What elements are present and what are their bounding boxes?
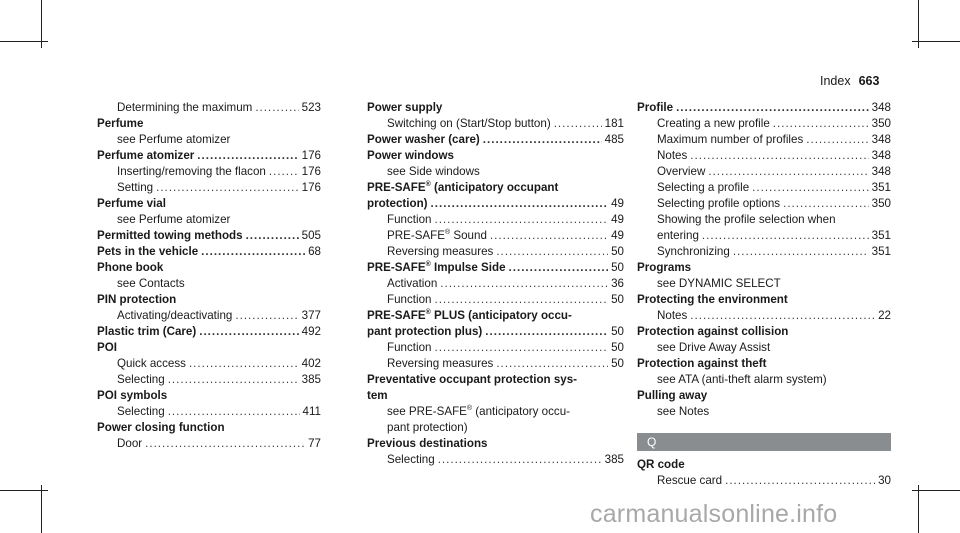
index-entry — [97, 340, 321, 356]
entry-page-number: 176 — [301, 165, 321, 178]
index-subentry — [97, 436, 321, 452]
dot-leader — [255, 100, 298, 116]
index-subentry — [637, 148, 891, 164]
entry-page-number: 77 — [308, 437, 321, 450]
entry-text: Profile — [637, 101, 674, 114]
index-entry — [97, 420, 321, 436]
dot-leader — [725, 473, 875, 489]
index-subentry — [637, 244, 891, 260]
dot-leader — [434, 292, 608, 308]
entry-text: see Perfume atomizer — [117, 133, 231, 146]
dot-leader — [554, 116, 602, 132]
entry-page-number: 485 — [604, 133, 624, 146]
entry-text: Permitted towing methods — [97, 229, 243, 242]
entry-page-number: 350 — [871, 197, 891, 210]
entry-page-number: 49 — [611, 197, 624, 210]
entry-page-number: 385 — [301, 373, 321, 386]
dot-leader — [269, 164, 299, 180]
index-column-1 — [97, 100, 321, 452]
entry-page-number: 348 — [871, 133, 891, 146]
index-entry — [97, 324, 321, 340]
index-entry — [367, 148, 624, 164]
crop-mark — [912, 41, 960, 42]
dot-leader — [156, 180, 299, 196]
entry-page-number: 348 — [871, 165, 891, 178]
index-subentry — [367, 420, 624, 436]
index-entry — [97, 148, 321, 164]
entry-text: Notes — [657, 309, 688, 322]
section-title: Index — [820, 74, 851, 88]
entry-text: Power washer (care) — [367, 133, 480, 146]
dot-leader — [189, 356, 299, 372]
index-column-3 — [637, 100, 891, 489]
entry-text: QR code — [637, 458, 685, 471]
entry-page-number: 176 — [301, 149, 321, 162]
index-entry — [97, 116, 321, 132]
entry-text: Pets in the vehicle — [97, 245, 199, 258]
index-entry — [97, 388, 321, 404]
index-subentry — [637, 308, 891, 324]
entry-text: see Side windows — [387, 165, 480, 178]
entry-page-number: 492 — [301, 325, 321, 338]
entry-text: Perfume — [97, 117, 144, 130]
entry-text: Setting — [117, 181, 154, 194]
dot-leader — [490, 228, 608, 244]
entry-page-number: 411 — [302, 405, 321, 418]
entry-text: Power supply — [367, 101, 443, 114]
index-subentry — [97, 276, 321, 292]
entry-page-number: 350 — [871, 117, 891, 130]
entry-text: PRE-SAFE® Impulse Side — [367, 261, 506, 274]
dot-leader — [483, 132, 602, 148]
dot-leader — [509, 260, 609, 276]
index-entry — [367, 180, 624, 196]
index-entry — [637, 457, 891, 473]
entry-text: Switching on (Start/Stop button) — [387, 117, 551, 130]
entry-page-number: 523 — [301, 101, 321, 114]
index-subentry — [97, 132, 321, 148]
index-entry — [637, 356, 891, 372]
dot-leader — [752, 180, 868, 196]
index-entry — [637, 260, 891, 276]
dot-leader — [168, 404, 300, 420]
entry-text: tem — [367, 389, 388, 402]
index-subentry — [637, 372, 891, 388]
index-entry — [637, 100, 891, 116]
entry-page-number: 176 — [301, 181, 321, 194]
index-subentry — [97, 372, 321, 388]
index-subentry — [367, 452, 624, 468]
index-subentry — [367, 164, 624, 180]
entry-text: PRE-SAFE® PLUS (anticipatory occu- — [367, 309, 572, 322]
entry-text: Phone book — [97, 261, 164, 274]
entry-text: pant protection plus) — [367, 325, 483, 338]
index-subentry — [367, 244, 624, 260]
index-subentry — [637, 340, 891, 356]
crop-mark — [918, 485, 919, 533]
index-entry — [637, 292, 891, 308]
index-subentry — [367, 276, 624, 292]
entry-text: see Perfume atomizer — [117, 213, 231, 226]
dot-leader — [806, 132, 868, 148]
entry-text: Activation — [387, 277, 438, 290]
watermark: carmanualsonline.info — [590, 500, 838, 528]
index-column-2 — [367, 100, 624, 468]
entry-text: Selecting — [117, 373, 165, 386]
entry-text: Protecting the environment — [637, 293, 788, 306]
index-subentry — [637, 132, 891, 148]
index-entry — [97, 228, 321, 244]
entry-text: Power closing function — [97, 421, 225, 434]
entry-page-number: 30 — [878, 474, 891, 487]
index-entry — [97, 292, 321, 308]
index-subentry — [637, 473, 891, 489]
dot-leader — [438, 452, 602, 468]
page-number: 663 — [858, 74, 880, 88]
dot-leader — [690, 308, 875, 324]
index-entry — [367, 436, 624, 452]
entry-text: Selecting — [117, 405, 165, 418]
entry-text: Rescue card — [657, 474, 723, 487]
entry-text: Power windows — [367, 149, 454, 162]
entry-text: Activating/deactivating — [117, 309, 233, 322]
page-header — [820, 74, 900, 88]
dot-leader — [773, 116, 869, 132]
entry-text: PIN protection — [97, 293, 177, 306]
crop-mark — [41, 485, 42, 533]
index-subentry — [367, 116, 624, 132]
entry-text: Creating a new profile — [657, 117, 770, 130]
index-subentry — [637, 164, 891, 180]
entry-text: entering — [657, 229, 699, 242]
index-entry — [97, 196, 321, 212]
entry-text: Protection against collision — [637, 325, 789, 338]
dot-leader — [783, 196, 869, 212]
entry-text: Synchronizing — [657, 245, 730, 258]
dot-leader — [235, 308, 298, 324]
entry-page-number: 351 — [871, 245, 891, 258]
entry-text: Function — [387, 213, 432, 226]
entry-page-number: 68 — [308, 245, 321, 258]
entry-page-number: 377 — [301, 309, 321, 322]
entry-text: see DYNAMIC SELECT — [657, 277, 781, 290]
entry-text: Selecting — [387, 453, 435, 466]
entry-text: Selecting profile options — [657, 197, 781, 210]
dot-leader — [246, 228, 299, 244]
entry-text: see Contacts — [117, 277, 185, 290]
index-entry — [637, 388, 891, 404]
index-subentry — [367, 292, 624, 308]
entry-page-number: 50 — [611, 245, 624, 258]
index-subentry — [97, 404, 321, 420]
entry-page-number: 50 — [611, 341, 624, 354]
entry-text: Perfume vial — [97, 197, 166, 210]
entry-text: Perfume atomizer — [97, 149, 195, 162]
index-entry — [367, 132, 624, 148]
entry-page-number: 50 — [611, 293, 624, 306]
entry-text: see PRE-SAFE® (anticipatory occu- — [387, 405, 571, 418]
index-subentry — [97, 308, 321, 324]
entry-text: Pulling away — [637, 389, 708, 402]
index-subentry — [97, 212, 321, 228]
index-subentry — [367, 340, 624, 356]
entry-text: Programs — [637, 261, 692, 274]
dot-leader — [733, 244, 869, 260]
entry-text: Showing the profile selection when — [657, 213, 836, 226]
entry-text: POI — [97, 341, 117, 354]
index-subentry — [367, 212, 624, 228]
dot-leader — [690, 148, 868, 164]
index-entry — [637, 324, 891, 340]
entry-text: see ATA (anti-theft alarm system) — [657, 373, 827, 386]
entry-page-number: 385 — [604, 453, 624, 466]
entry-text: PRE-SAFE® (anticipatory occupant — [367, 181, 559, 194]
entry-text: Function — [387, 293, 432, 306]
dot-leader — [434, 212, 608, 228]
dot-leader — [496, 356, 608, 372]
entry-page-number: 50 — [611, 325, 624, 338]
index-entry — [367, 388, 624, 404]
index-subentry — [97, 100, 321, 116]
index-subentry — [637, 116, 891, 132]
entry-text: Determining the maximum — [117, 101, 253, 114]
index-subentry — [97, 180, 321, 196]
entry-page-number: 50 — [611, 261, 624, 274]
entry-text: see Notes — [657, 405, 710, 418]
dot-leader — [168, 372, 299, 388]
index-subentry — [367, 356, 624, 372]
crop-mark — [912, 490, 960, 491]
index-subentry — [637, 228, 891, 244]
dot-leader — [496, 244, 608, 260]
entry-text: Maximum number of profiles — [657, 133, 804, 146]
entry-page-number: 505 — [301, 229, 321, 242]
entry-page-number: 22 — [878, 309, 891, 322]
index-entry — [367, 260, 624, 276]
index-subentry — [637, 404, 891, 420]
dot-leader — [702, 228, 869, 244]
entry-page-number: 49 — [611, 213, 624, 226]
index-entry — [367, 324, 624, 340]
entry-page-number: 402 — [301, 357, 321, 370]
index-subentry — [637, 196, 891, 212]
index-entry — [367, 100, 624, 116]
entry-text: Protection against theft — [637, 357, 767, 370]
index-entry — [367, 372, 624, 388]
index-subentry — [367, 228, 624, 244]
entry-text: Door — [117, 437, 143, 450]
index-subentry — [367, 404, 624, 420]
entry-text: pant protection) — [387, 421, 468, 434]
entry-text: Plastic trim (Care) — [97, 325, 197, 338]
entry-text: Function — [387, 341, 432, 354]
index-subentry — [97, 356, 321, 372]
entry-text: Reversing measures — [387, 357, 494, 370]
entry-text: POI symbols — [97, 389, 168, 402]
index-subentry — [97, 164, 321, 180]
entry-page-number: 36 — [611, 277, 624, 290]
entry-page-number: 348 — [871, 149, 891, 162]
entry-text: Preventative occupant protection sys- — [367, 373, 578, 386]
entry-text: Selecting a profile — [657, 181, 750, 194]
entry-page-number: 351 — [871, 229, 891, 242]
index-subentry — [637, 212, 891, 228]
entry-text: Reversing measures — [387, 245, 494, 258]
entry-text: PRE-SAFE® Sound — [387, 229, 487, 242]
entry-text: Inserting/removing the flacon — [117, 165, 266, 178]
index-subentry — [637, 180, 891, 196]
entry-page-number: 50 — [611, 357, 624, 370]
dot-leader — [197, 148, 298, 164]
entry-text: Notes — [657, 149, 688, 162]
dot-leader — [145, 436, 305, 452]
entry-page-number: 351 — [871, 181, 891, 194]
crop-mark — [0, 490, 48, 491]
entry-text: Previous destinations — [367, 437, 488, 450]
index-entry — [97, 260, 321, 276]
entry-page-number: 348 — [871, 101, 891, 114]
dot-leader — [199, 324, 298, 340]
crop-mark — [0, 41, 48, 42]
dot-leader — [485, 324, 608, 340]
index-entry — [367, 308, 624, 324]
dot-leader — [201, 244, 305, 260]
dot-leader — [434, 340, 608, 356]
entry-page-number: 181 — [604, 117, 624, 130]
entry-page-number: 49 — [611, 229, 624, 242]
index-subentry — [637, 276, 891, 292]
index-entry — [97, 244, 321, 260]
entry-text: protection) — [367, 197, 428, 210]
index-section-header: Q — [637, 433, 891, 451]
entry-text: see Drive Away Assist — [657, 341, 771, 354]
entry-text: Overview — [657, 165, 706, 178]
entry-text: Quick access — [117, 357, 186, 370]
dot-leader — [676, 100, 869, 116]
dot-leader — [431, 196, 609, 212]
index-entry — [367, 196, 624, 212]
dot-leader — [440, 276, 608, 292]
dot-leader — [708, 164, 868, 180]
